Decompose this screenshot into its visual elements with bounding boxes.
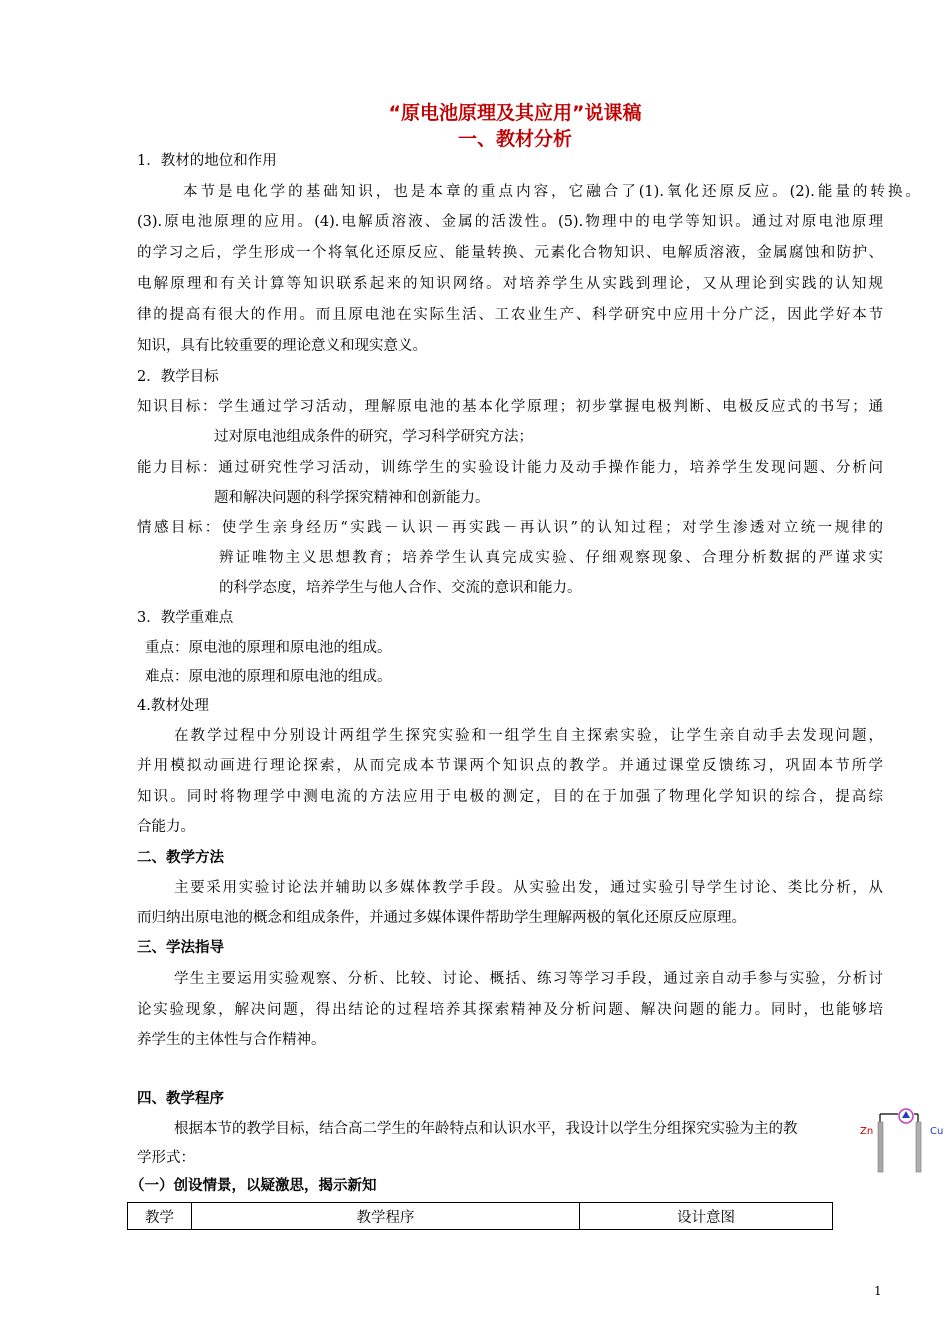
galvanic-cell-figure [858, 1108, 950, 1178]
paragraph-line: 的学习之后，学生形成一个将氧化还原反应、能量转换、元素化合物知识、电解质溶液，金属腐蚀和防护、 [137, 245, 883, 261]
emotion-objective: 的科学态度，培养学生与他人合作、交流的意识和能力。 [219, 580, 582, 596]
section-heading-4: 四、教学程序 [137, 1091, 224, 1107]
section-heading-2: 二、教学方法 [137, 850, 224, 866]
zinc-electrode [878, 1122, 883, 1172]
paragraph-line: 论实验现象，解决问题，得出结论的过程培养其探索精神及分析问题、解决问题的能力。同时，也能够培 [137, 1002, 883, 1018]
subheading-key-points: 3．教学重难点 [137, 610, 234, 626]
knowledge-objective: 知识目标：学生通过学习活动，理解原电池的基本化学原理；初步掌握电极判断、电极反应式的书写；通 [137, 399, 883, 415]
paragraph-line: 知识。同时将物理学中测电流的方法应用于电极的测定，目的在于加强了物理化学知识的综合，提高综 [137, 789, 883, 805]
table-header-row [128, 1203, 833, 1230]
emotion-objective: 情感目标：使学生亲身经历“实践－认识－再实践－再认识”的认知过程；对学生渗透对立统一规律的 [137, 520, 883, 536]
paragraph-line: (3).原电池原理的应用。(4).电解质溶液、金属的活泼性。(5).物理中的电学等知识。通过对原电池原理 [137, 214, 883, 230]
paragraph-line: 而归纳出原电池的概念和组成条件，并通过多媒体课件帮助学生理解两极的氧化还原反应原理。 [137, 910, 746, 926]
subsection-heading: （一）创设情景，以疑激思，揭示新知 [130, 1178, 377, 1194]
paragraph-line: 在教学过程中分别设计两组学生探究实验和一组学生自主探索实验，让学生亲自动手去发现问题， [174, 728, 883, 744]
difficult-point: 难点：原电池的原理和原电池的组成。 [145, 669, 392, 685]
paragraph-line: 本节是电化学的基础知识，也是本章的重点内容，它融合了(1).氧化还原反应。(2).能量的转换。 [183, 184, 920, 200]
table-header-cell: 教学 [128, 1203, 192, 1230]
zinc-label: Zn [860, 1126, 874, 1137]
document-title: “原电池原理及其应用”说课稿 [388, 102, 642, 124]
subheading-objectives: 2．教学目标 [137, 369, 219, 385]
copper-electrode [916, 1122, 921, 1172]
paragraph-line: 律的提高有很大的作用。而且原电池在实际生活、工农业生产、科学研究中应用十分广泛，因此学好本节 [137, 307, 883, 323]
copper-label: Cu [930, 1126, 944, 1137]
subheading-position: 1．教材的地位和作用 [137, 153, 277, 169]
ability-objective: 能力目标：通过研究性学习活动，训练学生的实验设计能力及动手操作能力，培养学生发现问题、分析问 [137, 460, 883, 476]
paragraph-line: 并用模拟动画进行理论探索，从而完成本节课两个知识点的教学。并通过课堂反馈练习，巩固本节所学 [137, 758, 883, 774]
page-number: 1 [874, 1284, 882, 1298]
paragraph-line: 知识，具有比较重要的理论意义和现实意义。 [137, 338, 427, 354]
section-heading-3: 三、学法指导 [137, 940, 224, 956]
ability-objective: 题和解决问题的科学探究精神和创新能力。 [214, 490, 490, 506]
paragraph-line: 电解原理和有关计算等知识联系起来的知识网络。对培养学生从实践到理论，又从理论到实践的认知规 [137, 276, 883, 292]
knowledge-objective: 过对原电池组成条件的研究，学习科学研究方法； [214, 429, 533, 445]
table-header-cell: 教学程序 [192, 1203, 580, 1230]
paragraph-line: 学生主要运用实验观察、分析、比较、讨论、概括、练习等学习手段，通过亲自动手参与实验，分析讨 [174, 971, 883, 987]
section-heading-1: 一、教材分析 [457, 128, 572, 150]
paragraph-line: 合能力。 [137, 819, 195, 835]
paragraph-line: 学形式： [137, 1150, 195, 1166]
teaching-procedure-table [127, 1202, 833, 1230]
emotion-objective: 辨证唯物主义思想教育；培养学生认真完成实验、仔细观察现象、合理分析数据的严谨求实 [219, 550, 883, 566]
key-point: 重点：原电池的原理和原电池的组成。 [145, 640, 392, 656]
paragraph-line: 养学生的主体性与合作精神。 [137, 1032, 326, 1048]
paragraph-line: 根据本节的教学目标，结合高二学生的年龄特点和认识水平，我设计以学生分组探究实验为主的教 [174, 1121, 798, 1137]
table-header-cell: 设计意图 [580, 1203, 833, 1230]
paragraph-line: 主要采用实验讨论法并辅助以多媒体教学手段。从实验出发，通过实验引导学生讨论、类比分析，从 [174, 880, 883, 896]
subheading-material: 4.教材处理 [137, 698, 209, 714]
